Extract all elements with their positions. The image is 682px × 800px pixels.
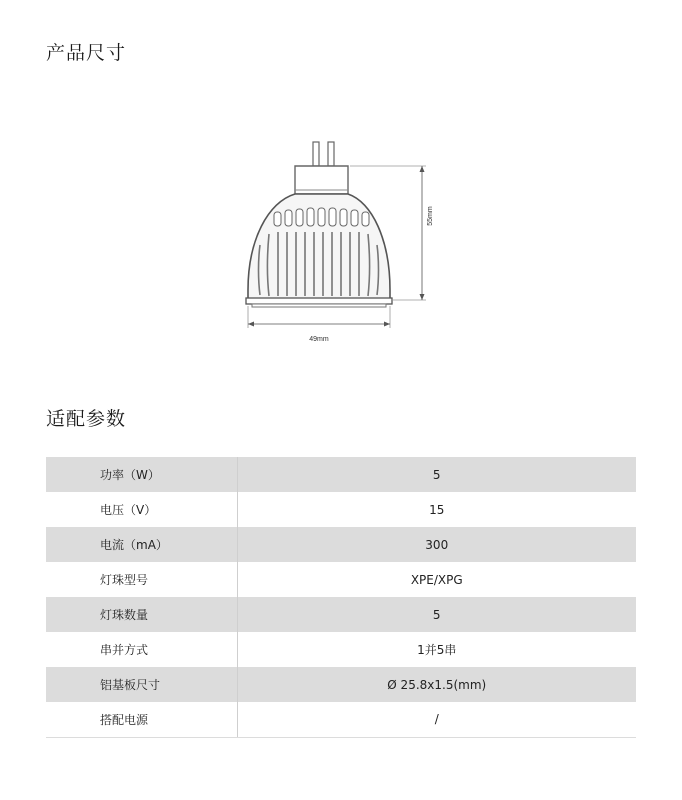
parameters-table [46,457,636,738]
param-value: XPE/XPG [410,572,463,587]
table-row [46,457,636,492]
param-key: 串并方式 [46,632,237,667]
height-dimension-label: 55mm [427,206,434,226]
table-row [46,702,636,737]
section-title-parameters: 适配参数 [46,408,127,430]
param-key: 功率（W） [46,457,237,492]
param-value: 15 [429,502,445,517]
table-row [46,492,636,527]
param-key: 电流（mA） [46,527,237,562]
param-key: 铝基板尺寸 [46,667,237,702]
table-row [46,527,636,562]
param-value: / [237,702,636,737]
param-value: 5 [237,457,636,492]
param-key: 灯珠型号 [46,562,237,597]
param-key: 电压（V） [46,492,237,527]
lamp-pin-right [328,142,334,166]
param-key: 灯珠数量 [46,597,237,632]
lamp-rim [246,298,392,304]
table-row [46,562,636,597]
param-key: 搭配电源 [46,702,237,737]
param-value: 300 [237,527,636,562]
param-value: 5 [237,597,636,632]
param-value: 1并5串 [417,643,457,657]
width-dimension-label: 49mm [309,336,329,343]
table-row [46,667,636,702]
table-row [46,632,636,667]
param-value: Ø 25.8x1.5(mm) [237,667,636,702]
section-title-product-size: 产品尺寸 [46,42,127,64]
table-row [46,597,636,632]
product-dimension-drawing [230,130,450,350]
lamp-pin-left [313,142,319,166]
lamp-diagram [230,130,450,350]
